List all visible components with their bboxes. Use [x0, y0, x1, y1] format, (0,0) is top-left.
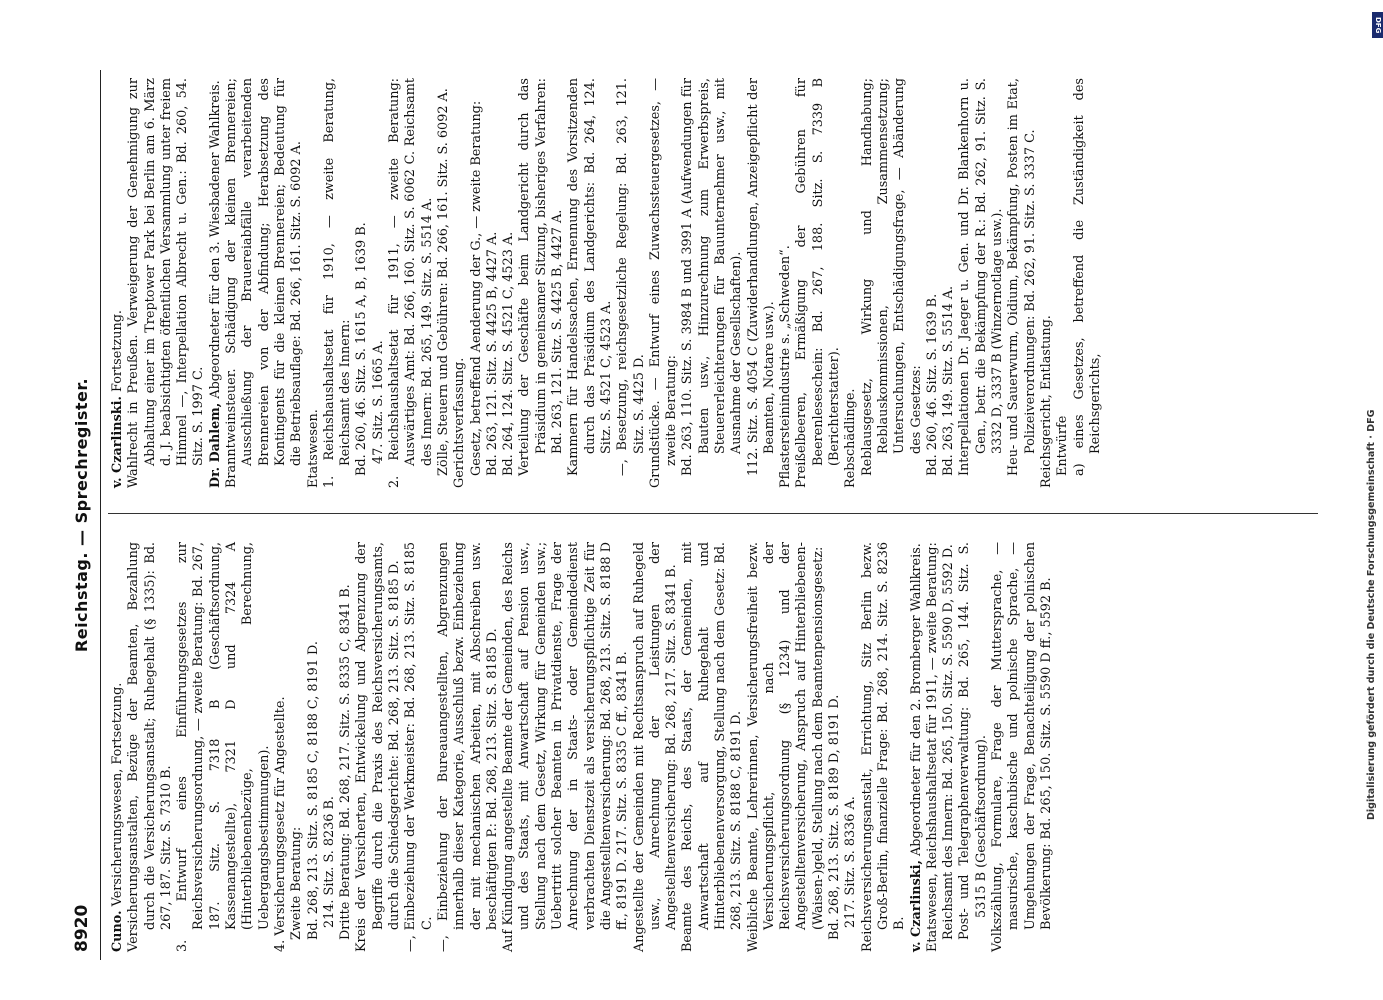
register-entry: Versicherungsanstalten, Bezüge der Beamten, Bezahlung durch die Versicherungsanstalt; Ruhegehalt (§ 1335): Bd. 267, 187. Sitz. S. 7310 B. [126, 542, 174, 952]
register-entry: 47. Sitz. S. 1665 A. [370, 340, 386, 464]
speaker-heading [208, 78, 224, 488]
register-entry: Wahlrecht in Preußen. Verweigerung der Genehmigung zur Abhaltung einer im Treptower Park bei Berlin am 6. März d. J. beabsichtigten öffentlichen Versammlung unter freiem Himmel —, Interpellation Albrecht u. Gen.: Bd. 260, 54. Sitz. S. 1997 C. [126, 78, 207, 488]
register-entry: Reblausgesetz, Wirkung und Handhabung; Reblauskommissionen, Zusammensetzung; Untersuchungen, Entschädigungsfrage, — Abänderung des Gesetzes: [859, 78, 924, 476]
digitization-credit: Digitalisierung gefördert durch die Deutsche Forschungsgemeinschaft · DFG [1366, 409, 1377, 820]
register-entry: Bd. 263, 121. Sitz. S. 4425 B, 4427 A. [484, 231, 500, 476]
register-entry: Kreis der Versicherten, Entwickelung und Abgrenzung der Begriffe durch die Praxis des Reichsversicherungsamts, durch die Schiedsgerichte: Bd. 268, 213. Sitz. S. 8185 D. [354, 542, 403, 952]
register-entry: —, Einbeziehung der Werkmeister: Bd. 268, 213. Sitz. S. 8185 C. [403, 542, 435, 952]
register-entry: Bd. 264, 124. Sitz. S. 4521 C, 4523 A. [501, 231, 517, 476]
register-entry: —, Besetzung, reichsgesetzliche Regelung: Bd. 263, 121. Sitz. S. 4425 D. [615, 78, 647, 476]
register-entry: Bd. 260, 46. Sitz. S. 1639 B. [924, 293, 940, 476]
register-entry: Gesetz, betreffend Aenderung der G., — zweite Beratung: [468, 100, 484, 476]
register-entry: 1. Reichshaushaltsetat für 1910, — zweite Beratung, Reichsamt des Innern: [321, 78, 354, 488]
register-entry: Reichsamt des Innern: Bd. 265, 150. Sitz. S. 5590 D, 5592 D. [941, 544, 957, 940]
register-entry: Angestellte der Gemeinden mit Rechtsanspruch auf Ruhegeld usw., Anrechnung der Leistungen der Angestelltenversicherung: Bd. 268, 217. Sitz. S. 8341 B. [631, 542, 680, 952]
register-entry: 217. Sitz. S. 8336 A. [843, 796, 859, 928]
register-entry: Zölle, Steuern und Gebühren: Bd. 266, 161. Sitz. S. 6092 A. [435, 88, 451, 476]
register-entry: 112. Sitz. S. 4054 C (Zuwiderhandlungen, Anzeigepflicht der Beamten, Notare usw.). [745, 78, 777, 476]
right-column [110, 78, 1104, 488]
register-entry: Bd. 268, 213. Sitz. S. 8185 C, 8188 C, 8191 D. [305, 641, 321, 940]
register-entry: Bd. 260, 46. Sitz. S. 1615 A, B, 1639 B. [354, 222, 370, 476]
speaker-name: Cuno. [110, 910, 125, 952]
speaker-heading [909, 542, 925, 952]
speaker-description: Fortsetzung. [110, 310, 125, 397]
register-entry: Interpellationen Dr. Jaeger u. Gen. und Dr. Blankenhorn u. Gen., betr. die Bekämpfung der R.: Bd. 262, 91. Sitz. S. 3332 D, 3337 B (Winzernotlage usw.). [957, 78, 1006, 476]
register-entry: Weibliche Beamte, Lehrerinnen, Versicherungsfreiheit bezw. Versicherungspflicht, nach der Reichsversicherungsordnung (§ 1234) und der Angestelltenversicherung, Anspruch auf Hinterbliebenen-(Waisen-)geld, Stellung nach dem Beamtenpensionsgesetz: [745, 542, 826, 952]
scanned-page [48, 70, 1358, 960]
register-entry: Auf Kündigung angestellte Beamte der Gemeinden, des Reichs und des Staats, mit Anwartschaft auf Pension usw., Stellung nach dem Gesetz, Wirkung für Gemeinden usw.; Uebertritt solcher Beamten in Privatdienste, Frage der Anrechnung der in Staats- oder Gemeindedienst verbrachten Dienstzeit als versicherungspflichtige Zeit für die Angestelltenversicherung: Bd. 268, 213. Sitz. S. 8188 D ff., 8191 D. 217. Sitz. S. 8335 C ff., 8341 B. [501, 542, 631, 952]
register-entry: Reichsversicherungsanstalt, Errichtung, Sitz Berlin bezw. Groß-Berlin, finanzielle Frage: Bd. 268, 214. Sitz. S. 8236 B. [859, 542, 908, 952]
register-entry: Grundstücke. — Entwurf eines Zuwachssteuergesetzes, — zweite Beratung: [647, 78, 680, 488]
speaker-description: Abgeordneter für den 3. Wiesbadener Wahlkreis. [207, 80, 223, 403]
column-divider [108, 513, 1318, 514]
speaker-heading [110, 542, 126, 952]
register-entry: Bd. 263, 110. Sitz. S. 3984 B und 3991 A (Aufwendungen für Bauten usw., Hinzurechnung zum Erwerbspreis, Steuererleichterungen für Bauunternehmer usw., mit Ausnahme der Gesellschaften). [680, 78, 745, 476]
register-entry: a) eines Gesetzes, betreffend die Zuständigkeit des Reichsgerichts, [1071, 78, 1103, 476]
speaker-name: v. Czarlinski. [110, 396, 125, 488]
register-entry: 4. Versicherungsgesetz für Angestellte. [272, 696, 288, 952]
register-entry: Heu- und Sauerwurm, Oidium, Bekämpfung, Posten im Etat, Polizeiverordnungen: Bd. 262, 91. Sitz. S. 3337 C. [1006, 78, 1038, 476]
register-entry: 214. Sitz. S. 8236 B. [321, 796, 337, 928]
register-entry: Post- und Telegraphenverwaltung: Bd. 265, 144. Sitz. S. 5315 B (Geschäftsordnung). [957, 542, 989, 940]
register-entry: Pflastersteinindustrie s. „Schweden“. [778, 245, 794, 488]
speaker-name: Dr. Dahlem, [207, 402, 223, 488]
dfg-logo: DFG [1372, 12, 1383, 38]
register-entry: Rebschädlinge. [843, 388, 859, 488]
register-entry: 2. Reichshaushaltsetat für 1911, — zweite Beratung: Auswärtiges Amt: Bd. 266, 160. Sitz. S. 6062 C. Reichsamt des Innern: Bd. 265, 149. Sitz. S. 5514 A. [387, 78, 435, 488]
page-number: 8920 [72, 904, 92, 952]
register-entry: Etatswesen. [305, 409, 321, 488]
register-entry: Beamte des Reichs, des Staats, der Gemeinden, mit Anwartschaft auf Ruhegehalt und Hinterbliebenenversorgung, Stellung nach dem Gesetz: Bd. 268, 213. Sitz. S. 8188 C, 8191 D. [680, 542, 745, 952]
register-entry: Kammern für Handelssachen, Ernennung des Vorsitzenden durch das Präsidium des Landgerichts: Bd. 264, 124. Sitz. S. 4521 C, 4523 A. [566, 78, 614, 476]
register-entry: Branntweinsteuer. Schädigung der kleinen Brennereien; Ausschließung der Brauereiabfälle verarbeitenden Brennereien von der Abfindung; Herabsetzung des Kontingents für die kleinen Brennereien; Bedeutung für die Betriebsauflage: Bd. 266, 161. Sitz. S. 6092 A. [224, 78, 305, 488]
speaker-description: Abgeordneter für den 2. Bromberger Wahlkreis. [908, 543, 924, 861]
register-entry: —, Einbeziehung der Bureauangestellten, Abgrenzungen innerhalb dieser Kategorie, Ausschluß bezw. Einbeziehung der mit mechanischen Arbeiten, mit Abschreiben usw. beschäftigten P.: Bd. 268, 213. Sitz. S. 8185 D. [435, 542, 500, 952]
speaker-heading [110, 78, 126, 488]
register-entry: Bd. 263, 149. Sitz. S. 5514 A. [941, 285, 957, 476]
page-title: Reichstag. — Sprechregister. [72, 377, 91, 653]
register-entry: Verteilung der Geschäfte beim Landgericht durch das Präsidium in gemeinsamer Sitzung, bisheriges Verfahren: Bd. 263, 121. Sitz. S. 4425 B, 4427 A. [517, 78, 566, 476]
speaker-description: Versicherungswesen, Fortsetzung. [110, 682, 125, 911]
register-entry: 3. Entwurf eines Einführungsgesetzes zur Reichsversicherungsordnung, — zweite Beratung: Bd. 267, 187. Sitz. S. 7318 B (Geschäftsordnung, Kassenangestellte), 7321 D und 7324 A (Hinterbliebenenbezüge, Berechnung, Uebergangsbestimmungen). [175, 542, 272, 952]
left-column [110, 542, 1055, 952]
register-entry: Preißelbeeren, Ermäßigung der Gebühren für Beerenleseschein: Bd. 267, 188. Sitz. S. 7339 B (Berichterstatter). [794, 78, 843, 488]
register-entry: Reichsgericht, Entlastung. [1038, 315, 1054, 488]
rotated-page-content [48, 70, 1358, 960]
register-entry: Zweite Beratung: [289, 826, 305, 940]
register-entry: Bd. 268, 213. Sitz. S. 8189 D, 8191 D. [827, 694, 843, 940]
register-entry: Dritte Beratung: Bd. 268, 217. Sitz. S. 8335 C, 8341 B. [338, 584, 354, 940]
page-header [66, 70, 101, 960]
register-entry: Entwürfe [1055, 415, 1071, 476]
register-entry: Gerichtsverfassung. [452, 357, 468, 488]
register-entry: Etatswesen, Reichshaushaltsetat für 1911, — zweite Beratung: [924, 542, 940, 952]
speaker-name: v. Czarlinski, [908, 860, 924, 952]
register-entry: Volkszählung, Formulare, Frage der Muttersprache, — masurische, kaschubische und polnische Sprache, — Umgehungen der Frage, Benachteiligung der polnischen Bevölkerung: Bd. 265, 150. Sitz. S. 5590 D ff., 5592 B. [990, 542, 1054, 952]
